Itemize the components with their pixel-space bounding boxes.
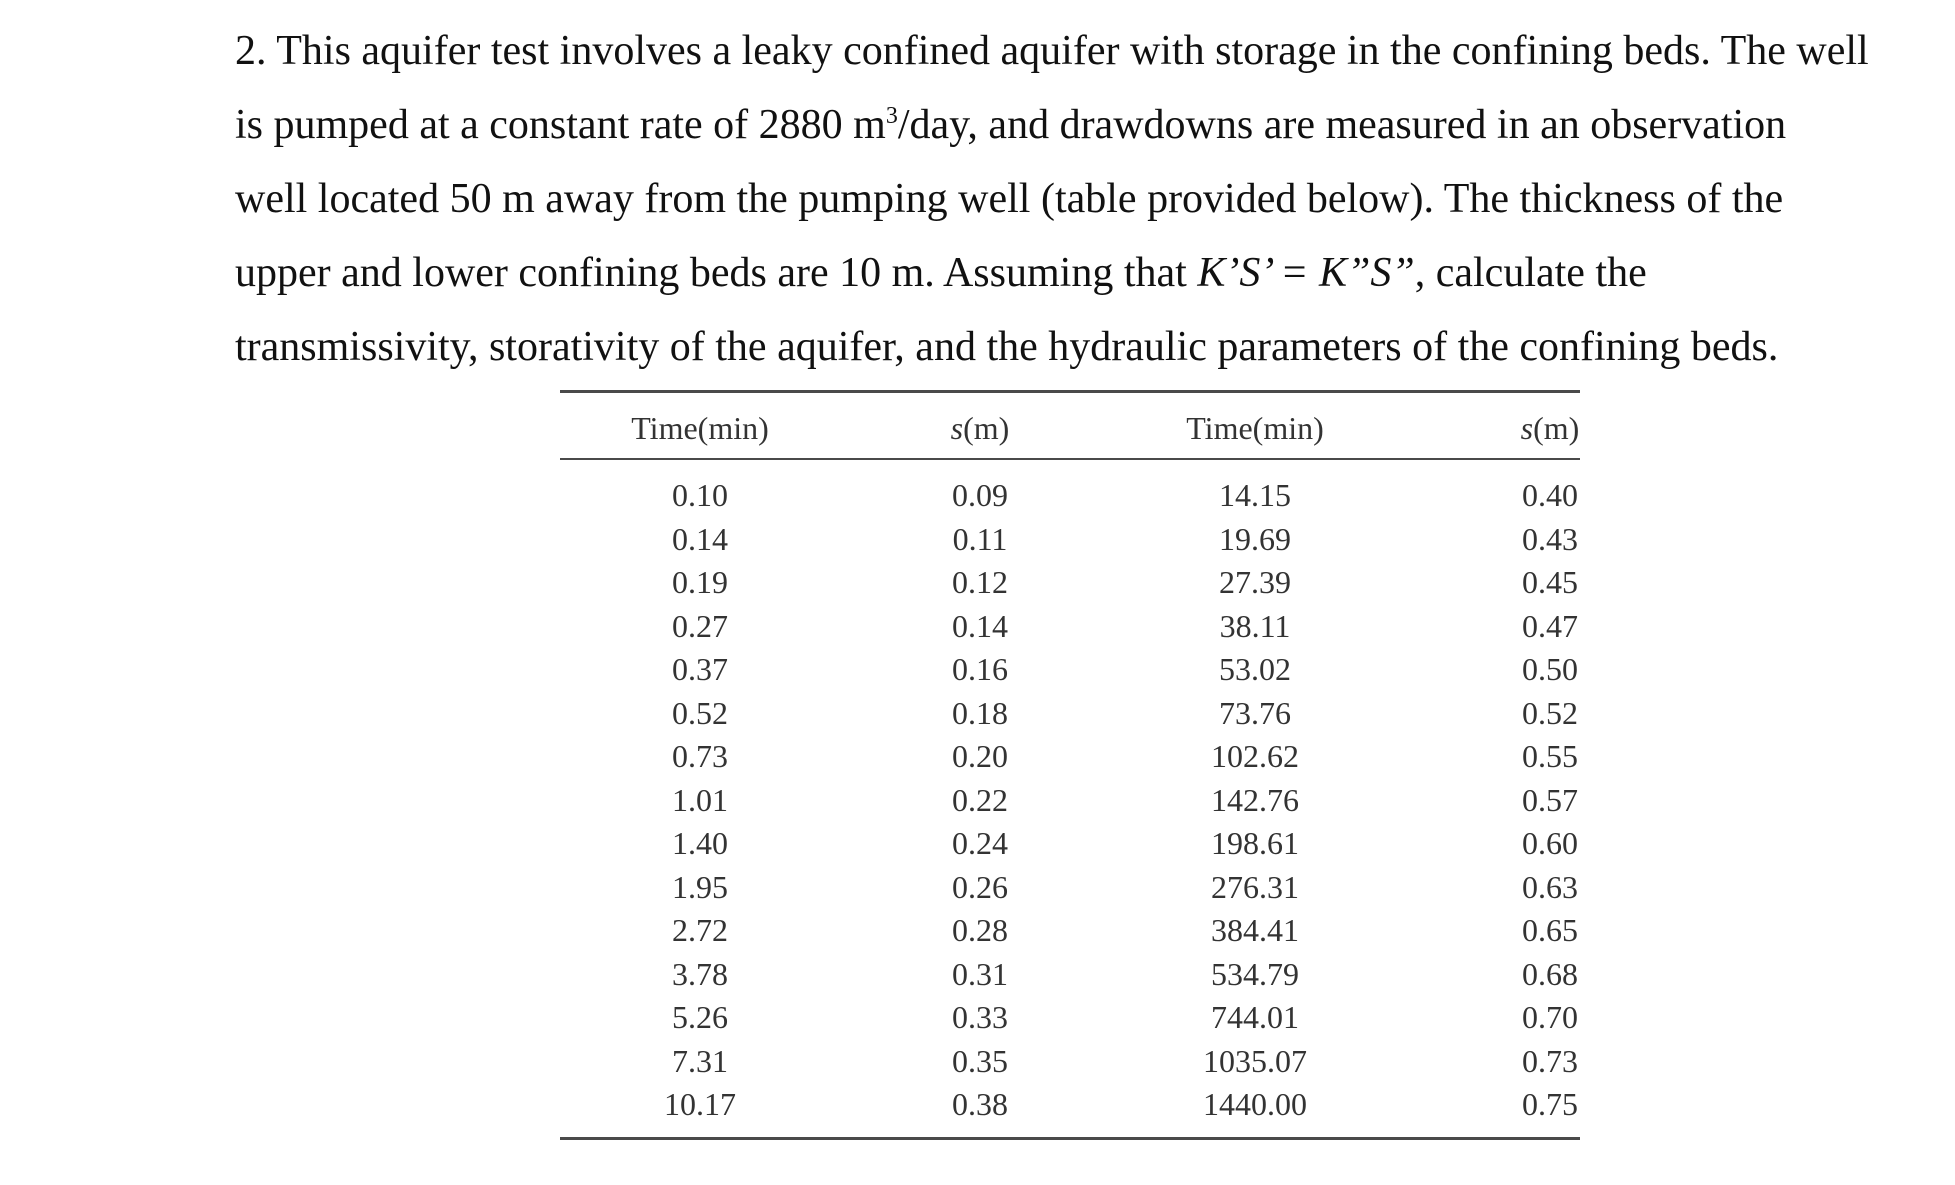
time-value-1: 0.19: [672, 564, 728, 600]
time-value-2: 198.61: [1211, 825, 1299, 861]
drawdown-value-1: 0.38: [952, 1086, 1008, 1122]
header-drawdown-2: [1440, 408, 1660, 448]
header-drawdown-2-unit: (m): [1533, 410, 1580, 446]
drawdown-value-2: 0.63: [1522, 868, 1578, 905]
time-value-1: 7.31: [672, 1042, 728, 1079]
time-value-2: 27.39: [1219, 564, 1291, 600]
time-value-2: 102.62: [1211, 738, 1299, 774]
time-value-1: 0.10: [672, 477, 728, 513]
time-value-1: 0.27: [672, 607, 728, 644]
drawdown-value-1: 0.14: [952, 607, 1008, 644]
table-bottom-rule: [560, 1137, 1580, 1140]
drawdown-value-2: 0.73: [1522, 1042, 1578, 1079]
time-value-2: 384.41: [1211, 912, 1299, 948]
header-drawdown-1-var: s: [950, 410, 964, 446]
time-value-1: 0.37: [672, 651, 728, 687]
drawdown-value-1: 0.26: [952, 868, 1008, 905]
header-drawdown-1: [870, 408, 1090, 448]
time-value-1: 2.72: [672, 912, 728, 948]
header-drawdown-2-var: s: [1520, 410, 1534, 446]
drawdown-value-2: 0.60: [1522, 825, 1578, 861]
drawdown-value-2: 0.50: [1522, 651, 1578, 687]
drawdown-value-2: 0.70: [1522, 999, 1578, 1035]
problem-line-4: [235, 236, 1935, 310]
problem-line-2: [235, 88, 1935, 162]
rate-text: is pumped at a constant rate of 2880 m: [235, 102, 886, 148]
time-value-1: 0.52: [672, 694, 728, 731]
time-value-2: 19.69: [1219, 520, 1291, 557]
drawdown-value-1: 0.35: [952, 1042, 1008, 1079]
drawdown-value-1: 0.09: [952, 477, 1008, 513]
drawdown-value-1: 0.20: [952, 738, 1008, 774]
time-value-2: 744.01: [1211, 999, 1299, 1035]
header-time-2: Time(min): [1186, 410, 1324, 446]
drawdown-value-2: 0.45: [1522, 564, 1578, 600]
time-value-1: 1.95: [672, 868, 728, 905]
time-value-1: 1.40: [672, 825, 728, 861]
time-value-1: 0.73: [672, 738, 728, 774]
drawdown-value-1: 0.11: [952, 520, 1008, 557]
drawdown-value-2: 0.65: [1522, 912, 1578, 948]
drawdown-value-2: 0.40: [1522, 477, 1578, 513]
table-header-rule: [560, 458, 1580, 460]
drawdown-value-1: 0.16: [952, 651, 1008, 687]
drawdown-value-1: 0.33: [952, 999, 1008, 1035]
table-top-rule: [560, 390, 1580, 393]
time-value-1: 0.14: [672, 520, 728, 557]
time-value-2: 142.76: [1211, 781, 1299, 818]
time-value-2: 53.02: [1219, 651, 1291, 687]
drawdown-value-1: 0.28: [952, 912, 1008, 948]
problem-line-1: 2. This aquifer test involves a leaky confined aquifer with storage in the confining beds. The well: [235, 28, 1869, 74]
drawdown-value-2: 0.57: [1522, 781, 1578, 818]
assumption-text-continued: , calculate the: [1414, 250, 1647, 296]
time-value-1: 3.78: [672, 955, 728, 992]
time-value-2: 38.11: [1219, 607, 1291, 644]
drawdown-value-1: 0.18: [952, 694, 1008, 731]
header-drawdown-1-unit: (m): [963, 410, 1010, 446]
drawdown-value-2: 0.68: [1522, 955, 1578, 992]
time-value-1: 10.17: [664, 1086, 736, 1122]
problem-statement: [235, 14, 1935, 384]
drawdown-value-1: 0.24: [952, 825, 1008, 861]
drawdown-value-1: 0.31: [952, 955, 1008, 992]
time-value-2: 534.79: [1211, 955, 1299, 992]
drawdown-value-1: 0.12: [952, 564, 1008, 600]
time-value-2: 1440.00: [1203, 1086, 1307, 1122]
drawdown-value-2: 0.43: [1522, 520, 1578, 557]
drawdown-value-1: 0.22: [952, 781, 1008, 818]
time-value-1: 5.26: [672, 999, 728, 1035]
problem-line-3: well located 50 m away from the pumping well (table provided below). The thickness of the: [235, 176, 1784, 222]
time-value-1: 1.01: [672, 781, 728, 818]
time-value-2: 276.31: [1211, 868, 1299, 905]
rate-text-continued: /day, and drawdowns are measured in an observation: [897, 102, 1787, 148]
drawdown-value-2: 0.55: [1522, 738, 1578, 774]
time-value-2: 14.15: [1219, 477, 1291, 513]
problem-line-5: transmissivity, storativity of the aquifer, and the hydraulic parameters of the confining beds.: [235, 324, 1779, 370]
cubic-superscript: 3: [885, 103, 898, 129]
time-value-2: 1035.07: [1203, 1042, 1307, 1079]
time-value-2: 73.76: [1219, 694, 1291, 731]
drawdown-value-2: 0.52: [1522, 694, 1578, 731]
assumption-text: upper and lower confining beds are 10 m. Assuming that: [235, 250, 1198, 296]
assumption-formula: K’S’ = K”S”: [1197, 250, 1415, 296]
header-time-1: Time(min): [631, 410, 769, 446]
drawdown-value-2: 0.47: [1522, 607, 1578, 644]
drawdown-value-2: 0.75: [1522, 1086, 1578, 1122]
